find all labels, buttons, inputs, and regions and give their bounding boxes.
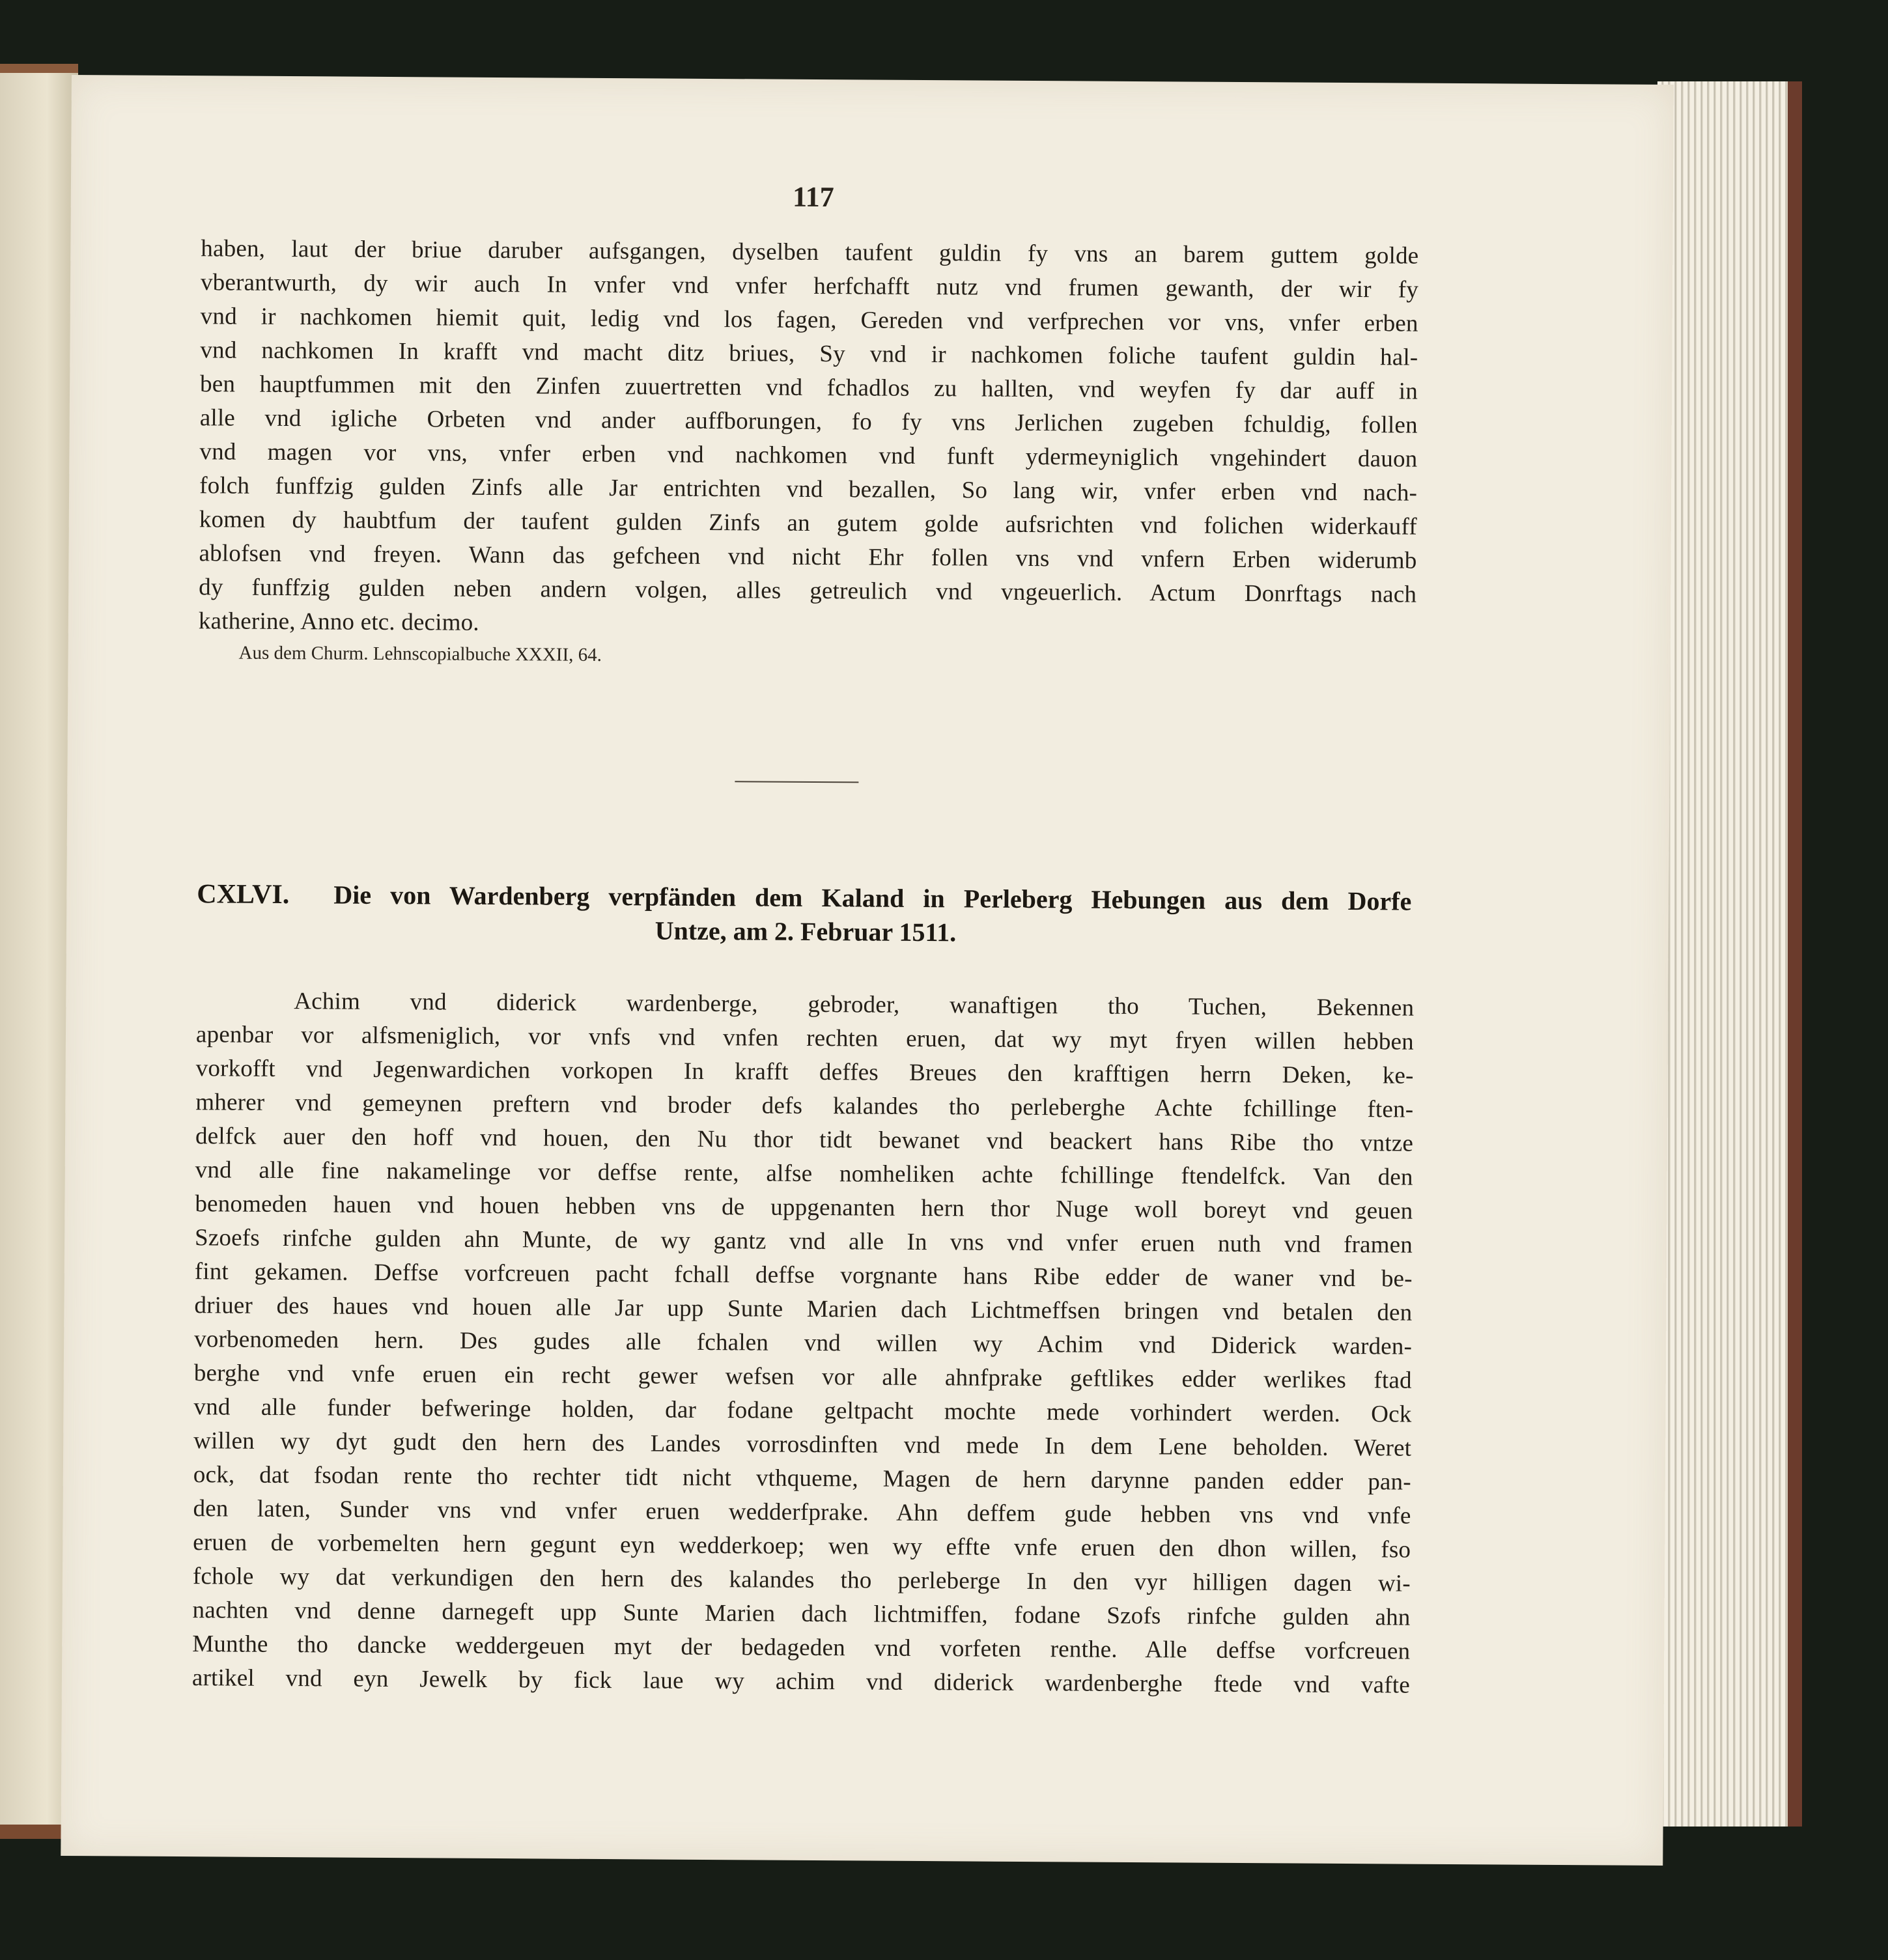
page-stack-edge: [1657, 81, 1802, 1827]
text-line: vnd alle funder befweringe holden, dar fodane geltpacht mochte mede vorhindert werden. Ock: [193, 1393, 1412, 1428]
text-line: vnd nachkomen In krafft vnd macht ditz briues, Sy vnd ir nachkomen foliche taufent guldin hal-: [200, 337, 1418, 371]
document-heading: [197, 878, 1415, 950]
text-line: fint gekamen. Deffse vorfcreuen pacht fchall deffse vorgnante hans Ribe edder de waner vnd be-: [194, 1258, 1413, 1293]
text-line: berghe vnd vnfe eruen ein recht gewer wefsen vor alle ahnfprake geftlikes edder werlikes ftad: [193, 1360, 1412, 1394]
text-line: benomeden hauen vnd houen hebben vns de uppgenanten hern thor Nuge woll boreyt vnd geuen: [195, 1190, 1413, 1225]
text-line: folch funffzig gulden Zinfs alle Jar entrichten vnd bezallen, So lang wir, vnfer erben vnd nach-: [199, 472, 1418, 507]
text-line: Achim vnd diderick wardenberge, gebroder, wanaftigen tho Tuchen, Bekennen: [294, 988, 1415, 1022]
text-line: delfck auer den hoff vnd houen, den Nu thor tidt bewanet vnd beackert hans Ribe tho vntze: [195, 1123, 1414, 1157]
text-line: alle vnd igliche Orbeten vnd ander auffborungen, fo fy vns Jerlichen zugeben fchuldig, follen: [199, 404, 1418, 439]
text-line: Munthe tho dancke weddergeuen myt der bedageden vnd vorfeten renthe. Alle deffse vorfcreuen: [192, 1631, 1411, 1665]
text-line: vberantwurth, dy wir auch In vnfer vnd vnfer herfchafft nutz vnd frumen gewanth, der wir fy: [200, 269, 1419, 303]
text-line: vorkofft vnd Jegenwardichen vorkopen In krafft deffes Breues den krafftigen herrn Deken, ke-: [195, 1055, 1414, 1089]
text-line: vnd ir nachkomen hiemit quit, ledig vnd los fagen, Gereden vnd verfprechen vor vns, vnfer erben: [200, 303, 1418, 337]
section-divider: [735, 781, 858, 783]
heading-title-line: Untze, am 2. Februar 1511.: [655, 916, 957, 947]
book-page: [61, 75, 1674, 1866]
text-line: nachten vnd denne darnegeft upp Sunte Marien dach lichtmiffen, fodane Szofs rinfche gulden ahn: [192, 1597, 1411, 1631]
text-line: vorbenomeden hern. Des gudes alle fchalen vnd willen wy Achim vnd Diderick warden-: [194, 1326, 1413, 1360]
text-line: ablofsen vnd freyen. Wann das gefcheen vnd nicht Ehr follen vns vnd vnfern Erben widerumb: [199, 540, 1417, 574]
text-line: mherer vnd gemeynen preftern vnd broder defs kalandes tho perleberghe Achte fchillinge ften-: [195, 1089, 1414, 1123]
text-line: willen wy dyt gudt den hern des Landes vorrosdinften vnd mede In dem Lene beholden. Weret: [193, 1427, 1412, 1462]
text-line: katherine, Anno etc. decimo.: [198, 608, 479, 636]
source-citation: Aus dem Churm. Lehnscopialbuche XXXII, 64.: [238, 642, 602, 665]
page-number: 117: [792, 180, 834, 214]
document-number: CXLVI.: [197, 879, 290, 910]
document-body-continued: [199, 232, 1419, 645]
text-line: vnd alle fine nakamelinge vor deffse rente, alfse nomheliken achte fchillinge ftendelfck. Van den: [195, 1156, 1413, 1191]
text-line: haben, laut der briue daruber aufsgangen, dyselben taufent guldin fy vns an barem guttem golde: [201, 235, 1419, 270]
text-line: vnd magen vor vns, vnfer erben vnd nachkomen vnd funft ydermeyniglich vngehindert dauon: [199, 438, 1418, 473]
text-line: apenbar vor alfsmeniglich, vor vnfs vnd vnfen rechten eruen, dat wy myt fryen willen hebben: [195, 1021, 1415, 1056]
text-line: artikel vnd eyn Jewelk by fick laue wy achim vnd diderick wardenberghe ftede vnd vafte: [191, 1664, 1411, 1699]
text-line: dy funffzig gulden neben andern volgen, alles getreulich vnd vngeuerlich. Actum Donrftags nach: [199, 574, 1417, 608]
text-line: ock, dat fsodan rente tho rechter tidt nicht vthqueme, Magen de hern darynne panden edder pan-: [193, 1461, 1411, 1496]
text-line: fchole wy dat verkundigen den hern des kalandes tho perleberge In den vyr hilligen dagen wi-: [192, 1563, 1411, 1597]
text-line: ben hauptfummen mit den Zinfen zuuertretten vnd fchadlos zu hallten, vnd weyfen fy dar auff in: [199, 371, 1418, 405]
text-line: driuer des haues vnd houen alle Jar upp Sunte Marien dach Lichtmeffsen bringen vnd betalen den: [194, 1292, 1413, 1326]
text-line: komen dy haubtfum der taufent gulden Zinfs an gutem golde aufsrichten vnd folichen widerkauff: [199, 506, 1417, 540]
text-line: den laten, Sunder vns vnd vnfer eruen wedderfprake. Ahn deffem gude hebben vns vnd vnfe: [193, 1495, 1411, 1530]
document-body: [192, 984, 1415, 1702]
heading-title-line: Die von Wardenberg verpfänden dem Kaland in Perleberg Hebungen aus dem Dorfe: [333, 880, 1412, 916]
text-line: eruen de vorbemelten hern gegunt eyn wedderkoep; wen wy effte vnfe eruen den dhon willen, fso: [193, 1529, 1411, 1563]
text-line: Szoefs rinfche gulden ahn Munte, de wy gantz vnd alle In vns vnd vnfer eruen nuth vnd framen: [194, 1224, 1413, 1259]
